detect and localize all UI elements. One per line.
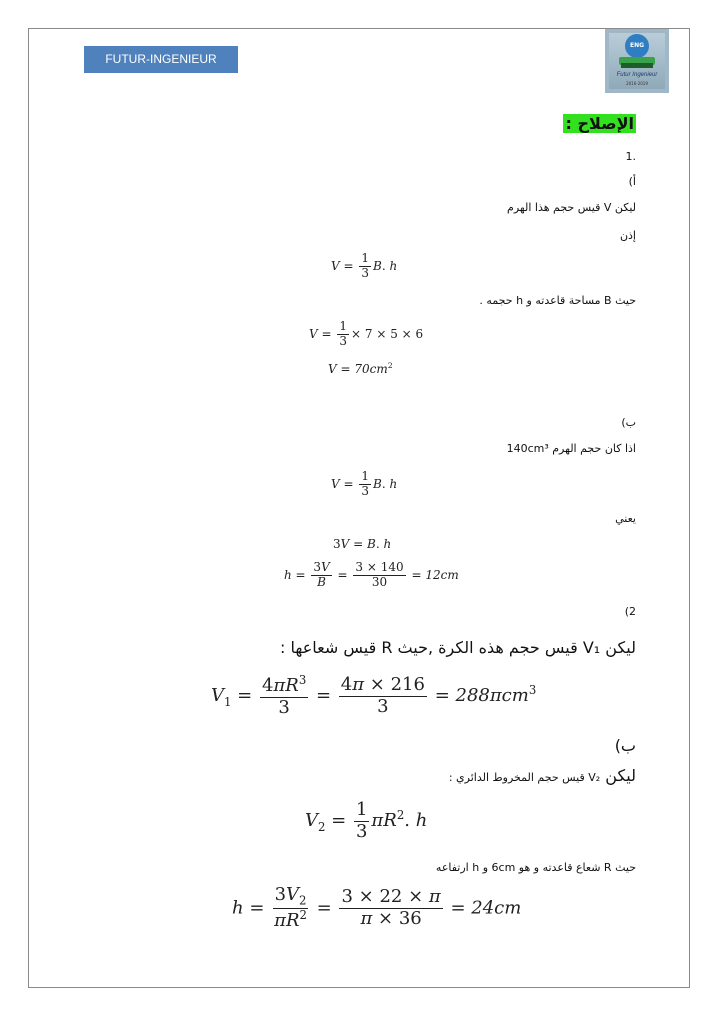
q2-number: 2) xyxy=(624,605,636,618)
formula-v-pyramid: V = $\frac{1}{3}$ B. h xyxy=(331,251,398,280)
q1-if-volume: اذا كان حجم الهرم 140cm³ xyxy=(506,442,636,455)
futur-ingenieur-logo xyxy=(605,29,669,93)
page-border xyxy=(28,28,690,988)
q2-let-v2-prefix: ليكن xyxy=(605,766,636,785)
brand-label: FUTUR-INGENIEUR xyxy=(84,46,238,73)
q1-part-b: ب) xyxy=(621,416,636,429)
formula-v-result: $V = 70cm^2$ xyxy=(328,361,393,376)
q1-part-a: أ) xyxy=(628,175,636,188)
q1-number: .1 xyxy=(625,150,636,163)
logo-subtext: 2016-2019 xyxy=(626,81,648,86)
section-title-text: الإصلاح : xyxy=(565,114,634,133)
formula-v-pyramid-2: V = $\frac{1}{3}$ B. h xyxy=(331,469,398,498)
formula-h-pyramid: h = $\frac{3V}{B}$ = $\frac{3 \times 140}{30}$ = 12cm xyxy=(284,560,459,589)
q2-part-b: ب) xyxy=(614,736,636,755)
q1-where-b-h: حيث B مساحة قاعدته و h حجمه . xyxy=(479,294,636,307)
formula-h-cone: h = $\frac{3V_2}{\pi R^2}$ = $\frac{3 \times 22 \times \pi}{\pi \times 36}$ = 24cm xyxy=(232,884,522,932)
h-result-value: 12cm xyxy=(425,567,459,582)
formula-v1-sphere: $V_1$ = $\frac{4\pi R^3}{3}$ = $\frac{4\pi \times 216}{3}$ = 288πcm$^3$ xyxy=(211,673,537,718)
q2-let-v2 xyxy=(449,766,636,785)
logo-circle: ENG xyxy=(625,34,649,58)
q1-then: إذن xyxy=(619,229,636,242)
formula-v-substitution: V = $\frac{1}{3}$ × 7 × 5 × 6 xyxy=(309,319,424,348)
q1-means: يعني xyxy=(615,512,636,525)
logo-text: Futur Ingenieur xyxy=(616,72,658,78)
section-title xyxy=(563,114,636,133)
v1-result-value: 288πcm xyxy=(455,685,529,707)
q1-let-v: ليكن V قيس حجم هذا الهرم xyxy=(507,201,636,214)
v-result-value: 70cm xyxy=(354,362,388,376)
formula-3v: 3V = B. h xyxy=(333,537,392,551)
q2-let-v1: ليكن V₁ قيس حجم هذه الكرة ,حيث R قيس شعاعها : xyxy=(280,638,636,657)
logo-book-base xyxy=(621,63,653,68)
q2-where-r-h: حيث R شعاع قاعدته و هو 6cm و h ارتفاعه xyxy=(435,861,636,874)
h-cone-result-value: 24cm xyxy=(471,897,522,919)
q2-let-v2-suffix: V₂ قيس حجم المخروط الدائري : xyxy=(448,771,601,784)
formula-v2-cone: $V_2$ = $\frac{1}{3}$ $\pi R^2$. h xyxy=(305,799,428,842)
